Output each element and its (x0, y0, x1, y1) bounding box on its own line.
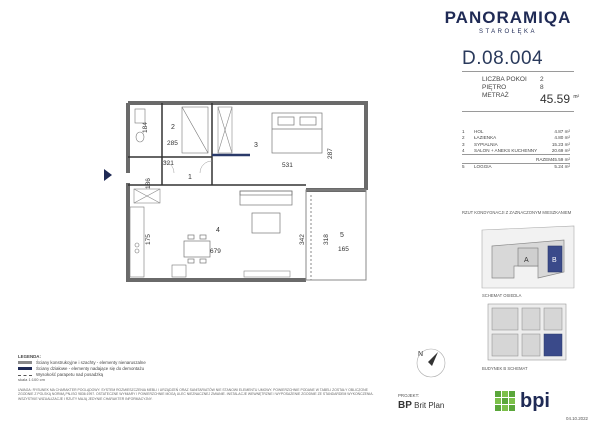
brand-subtitle: STAROŁĘKA (478, 29, 538, 35)
tv-unit-icon (244, 271, 290, 277)
dimension-label: 321 (163, 160, 174, 167)
bpi-logo-icon (494, 390, 516, 412)
unit-code: D.08.004 (462, 48, 544, 69)
info-rooms: LICZBA POKOI 2 (482, 76, 544, 83)
dimension-label: 679 (210, 248, 221, 255)
table-row: 3 SYPIALNIA 15.23 m² (462, 141, 570, 147)
architect-logo: BP Brit Plan (398, 400, 445, 411)
room-number: 4 (216, 227, 220, 234)
dimension-label: 342 (299, 234, 306, 245)
document-date: 04.10.2022 (566, 416, 588, 421)
dining-set-icon (184, 235, 210, 263)
table-total-row: RAZEM 45.59 m² (536, 156, 570, 162)
sofa-icon (240, 191, 292, 205)
header-divider (462, 71, 574, 72)
site-scheme (478, 222, 578, 292)
dimension-label: 175 (145, 234, 152, 245)
room-number: 1 (188, 174, 192, 181)
total-area-value: 45.59 $^{m^2}$ (540, 92, 580, 106)
table-icon (252, 213, 280, 233)
structural-walls (128, 103, 366, 280)
room-number: 2 (171, 124, 175, 131)
dimension-label: 318 (323, 234, 330, 245)
disclaimer-text: UWAGA: RYSUNEK MA CHARAKTER POGLĄDOWY. SYSTEM ROZMIESZCZENIA MEBLI I URZĄDZEŃ ORAZ SANITARIATÓW NIE STANOWI ELEMENTU UMOWY. POWIERZCHNIE PODANE W TABELI ZOSTAŁY OBLICZONE ZGODNIE Z POLSKĄ NORMĄ PN-ISO 9836:1997. OSTATECZNE WYMIARY I POWIERZCHNIE MOGĄ ULEC NIEZNACZNEJ ZMIANIE. INSTALACJE WEWNĘTRZNE I WYPOSAŻENIE ZGODNIE ZE STANDARDEM WYKOŃCZENIA. WSZYSTKIE WIZUALIZACJE I RZUTY MAJĄ JEDYNIE CHARAKTER INFORMACYJNY. (18, 388, 374, 401)
scale-note: skala 1:100 cm (18, 377, 45, 382)
compass-icon (414, 346, 448, 380)
site-caption: SCHEMAT OSIEDLA (482, 293, 522, 298)
legend-title: LEGENDA: (18, 354, 41, 359)
dimension-label: 285 (167, 140, 178, 147)
room-number: 5 (340, 232, 344, 239)
info-divider (462, 111, 574, 112)
info-area: METRAŻ (482, 92, 509, 99)
dimension-label: 531 (282, 162, 293, 169)
closet-icon (134, 189, 160, 203)
dimension-label: 287 (327, 148, 334, 159)
table-row: 5 LOGGIA 5.24 m² (462, 163, 570, 169)
keyplan-caption: RZUT KONDYGNACJI Z ZAZNACZONYM MIESZKANIEM (462, 210, 572, 215)
project-label: PROJEKT: (398, 393, 419, 398)
loggia (306, 190, 366, 280)
dimension-label: 165 (338, 246, 349, 253)
wardrobe-icon (218, 107, 232, 153)
brand-logo (428, 8, 588, 35)
building-caption: BUDYNEK B SCHEMAT (482, 366, 528, 371)
building-a-label: A (524, 257, 529, 264)
kitchen-icon (130, 207, 186, 277)
entrance-arrow-icon (104, 169, 112, 181)
room-number: 3 (254, 142, 258, 149)
building-b-label: B (552, 257, 557, 264)
developer-name: bpi (520, 390, 550, 412)
brand-name: PANORAMIQA (444, 8, 572, 27)
legend-item: Ściany konstrukcyjne i szachty - elementy nienaruszalne (18, 360, 146, 366)
dimension-label: 186 (145, 178, 152, 189)
developer-logo (494, 390, 550, 417)
table-row: 1 HOL 4.87 m² (462, 129, 570, 134)
dimension-label: 184 (142, 122, 149, 133)
legend-item: Wysokość parapetu nad posadzką (18, 372, 146, 378)
legend (18, 354, 146, 378)
legend-item: Ściany działowe - elementy nadające się do demontażu (18, 366, 146, 372)
table-row: 4 SALON + ANEKS KUCHENNY 20.69 m² (462, 148, 570, 154)
floor-plan (100, 95, 372, 295)
bed-icon (272, 113, 322, 153)
building-scheme (484, 300, 570, 364)
compass-label: N (418, 351, 424, 358)
table-row: 2 ŁAZIENKA 4.80 m² (462, 135, 570, 141)
partition-walls (128, 103, 306, 185)
rooms-table (462, 129, 570, 169)
info-floor: PIĘTRO 8 (482, 84, 544, 91)
